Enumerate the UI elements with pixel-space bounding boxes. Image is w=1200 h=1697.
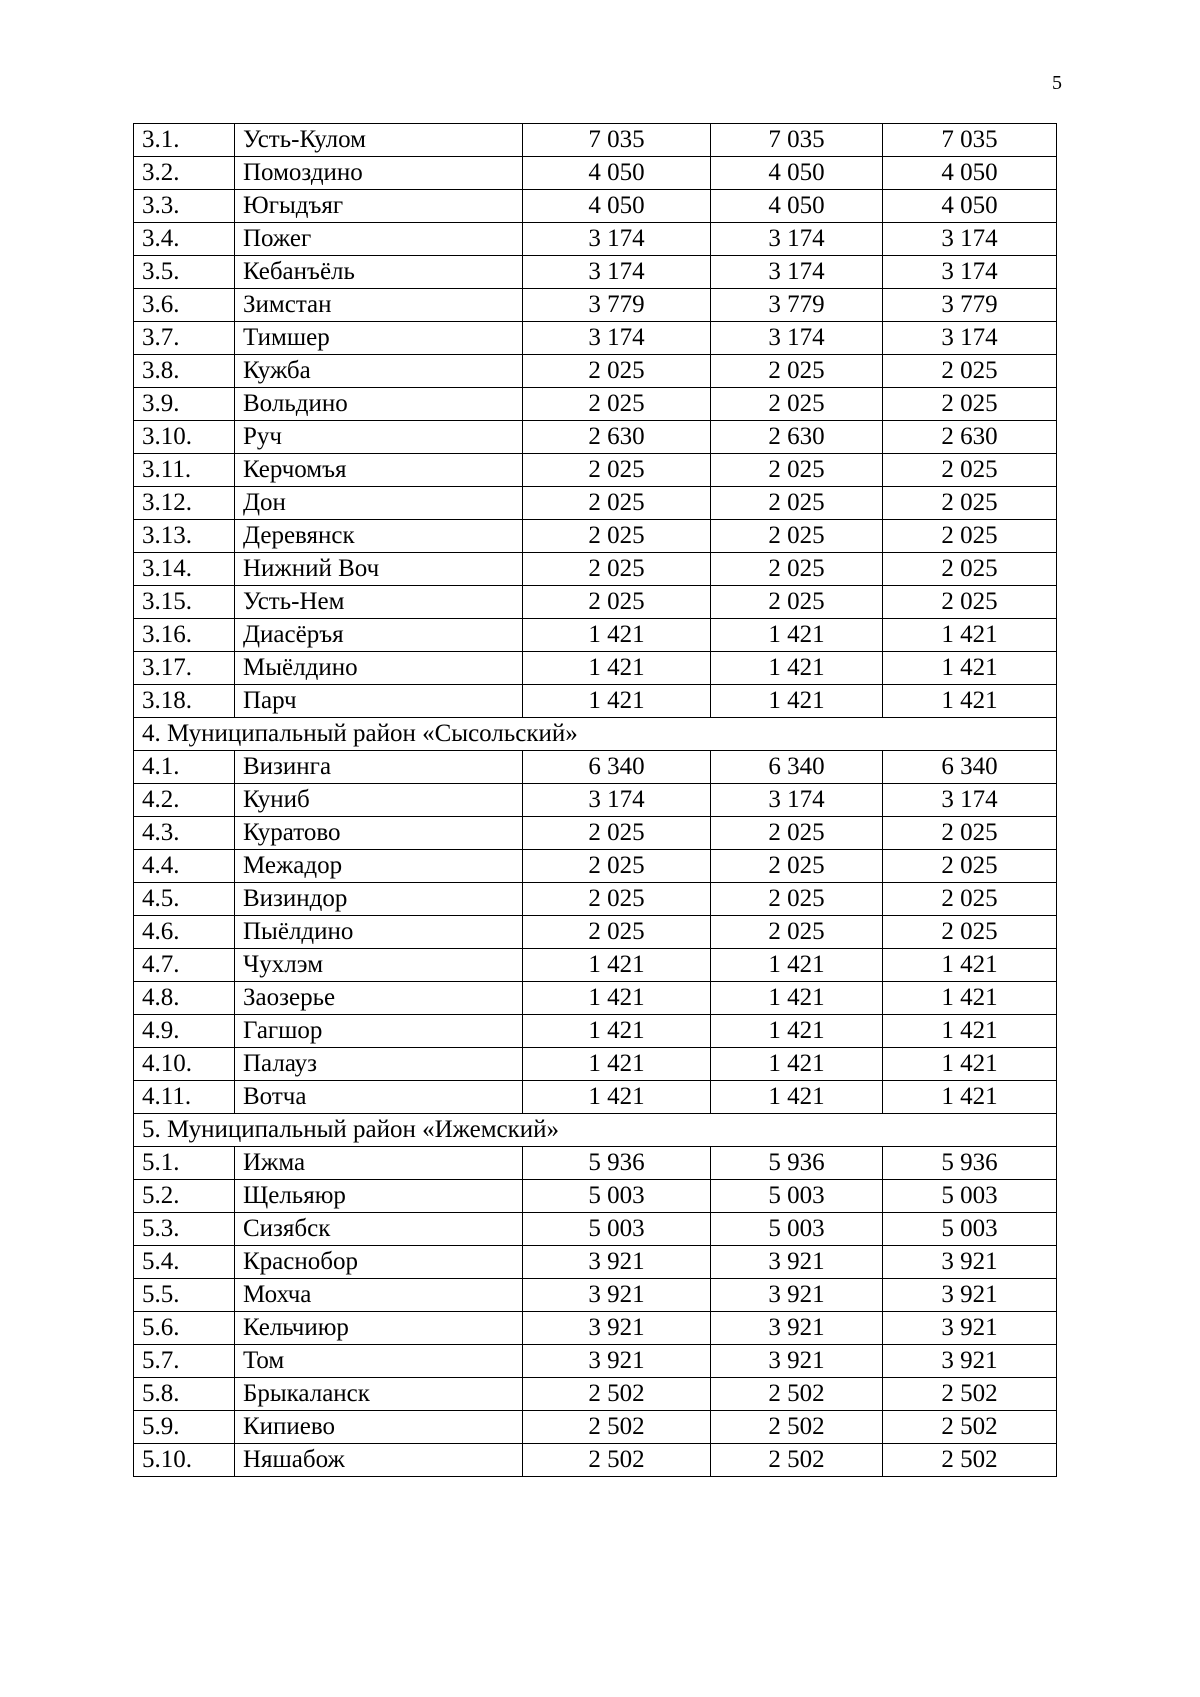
settlement-name: Усть-Нем <box>235 586 523 619</box>
row-number: 4.10. <box>134 1048 235 1081</box>
value-col-1: 4 050 <box>523 190 711 223</box>
settlement-name: Палауз <box>235 1048 523 1081</box>
value-col-2: 2 502 <box>711 1378 883 1411</box>
settlement-name: Краснобор <box>235 1246 523 1279</box>
table-row <box>134 553 1057 586</box>
row-number: 3.18. <box>134 685 235 718</box>
settlement-name: Визинга <box>235 751 523 784</box>
value-col-1: 2 025 <box>523 520 711 553</box>
table-row <box>134 1147 1057 1180</box>
settlement-name: Визиндор <box>235 883 523 916</box>
row-number: 5.1. <box>134 1147 235 1180</box>
value-col-2: 2 025 <box>711 817 883 850</box>
row-number: 3.9. <box>134 388 235 421</box>
value-col-2: 3 174 <box>711 784 883 817</box>
value-col-1: 6 340 <box>523 751 711 784</box>
settlement-name: Сизябск <box>235 1213 523 1246</box>
table-row <box>134 619 1057 652</box>
settlement-name: Югыдъяг <box>235 190 523 223</box>
value-col-3: 2 025 <box>883 916 1057 949</box>
value-col-2: 6 340 <box>711 751 883 784</box>
value-col-1: 2 025 <box>523 883 711 916</box>
table-row <box>134 256 1057 289</box>
value-col-2: 2 502 <box>711 1444 883 1477</box>
value-col-2: 1 421 <box>711 1081 883 1114</box>
value-col-1: 1 421 <box>523 652 711 685</box>
value-col-1: 2 025 <box>523 355 711 388</box>
settlement-name: Керчомъя <box>235 454 523 487</box>
table-row <box>134 1279 1057 1312</box>
value-col-3: 4 050 <box>883 157 1057 190</box>
settlement-name: Вольдино <box>235 388 523 421</box>
value-col-3: 3 174 <box>883 256 1057 289</box>
settlement-name: Ижма <box>235 1147 523 1180</box>
value-col-2: 3 921 <box>711 1279 883 1312</box>
settlements-table <box>133 123 1057 1477</box>
row-number: 5.2. <box>134 1180 235 1213</box>
value-col-1: 2 025 <box>523 817 711 850</box>
row-number: 3.6. <box>134 289 235 322</box>
table-row <box>134 883 1057 916</box>
row-number: 3.4. <box>134 223 235 256</box>
table-row <box>134 652 1057 685</box>
value-col-3: 5 003 <box>883 1213 1057 1246</box>
value-col-3: 2 025 <box>883 883 1057 916</box>
value-col-3: 5 003 <box>883 1180 1057 1213</box>
row-number: 4.4. <box>134 850 235 883</box>
value-col-3: 3 174 <box>883 322 1057 355</box>
table-row <box>134 454 1057 487</box>
value-col-3: 2 025 <box>883 355 1057 388</box>
value-col-1: 2 025 <box>523 586 711 619</box>
settlement-name: Няшабож <box>235 1444 523 1477</box>
value-col-2: 5 936 <box>711 1147 883 1180</box>
value-col-3: 3 779 <box>883 289 1057 322</box>
table-row <box>134 817 1057 850</box>
value-col-1: 3 921 <box>523 1279 711 1312</box>
value-col-2: 3 174 <box>711 223 883 256</box>
row-number: 4.5. <box>134 883 235 916</box>
row-number: 4.6. <box>134 916 235 949</box>
value-col-3: 2 025 <box>883 586 1057 619</box>
table-row <box>134 520 1057 553</box>
settlement-name: Усть-Кулом <box>235 124 523 157</box>
settlement-name: Чухлэм <box>235 949 523 982</box>
value-col-2: 2 025 <box>711 487 883 520</box>
value-col-1: 1 421 <box>523 1048 711 1081</box>
value-col-1: 1 421 <box>523 1015 711 1048</box>
table-row <box>134 124 1057 157</box>
value-col-1: 3 174 <box>523 784 711 817</box>
section-header-row <box>134 1114 1057 1147</box>
settlement-name: Кельчиюр <box>235 1312 523 1345</box>
value-col-2: 3 921 <box>711 1345 883 1378</box>
value-col-3: 7 035 <box>883 124 1057 157</box>
row-number: 3.14. <box>134 553 235 586</box>
row-number: 3.16. <box>134 619 235 652</box>
row-number: 3.5. <box>134 256 235 289</box>
value-col-1: 1 421 <box>523 619 711 652</box>
value-col-1: 5 936 <box>523 1147 711 1180</box>
row-number: 5.9. <box>134 1411 235 1444</box>
table-row <box>134 586 1057 619</box>
value-col-2: 2 025 <box>711 850 883 883</box>
value-col-1: 2 502 <box>523 1444 711 1477</box>
table-row <box>134 1411 1057 1444</box>
row-number: 5.8. <box>134 1378 235 1411</box>
row-number: 3.13. <box>134 520 235 553</box>
table-row <box>134 289 1057 322</box>
value-col-3: 2 502 <box>883 1411 1057 1444</box>
settlement-name: Зимстан <box>235 289 523 322</box>
value-col-1: 3 921 <box>523 1345 711 1378</box>
table-row <box>134 1378 1057 1411</box>
table-row <box>134 949 1057 982</box>
value-col-2: 1 421 <box>711 652 883 685</box>
value-col-1: 3 174 <box>523 223 711 256</box>
value-col-2: 2 025 <box>711 355 883 388</box>
value-col-1: 7 035 <box>523 124 711 157</box>
row-number: 3.7. <box>134 322 235 355</box>
value-col-1: 2 502 <box>523 1378 711 1411</box>
row-number: 4.7. <box>134 949 235 982</box>
value-col-3: 2 502 <box>883 1444 1057 1477</box>
table-row <box>134 487 1057 520</box>
row-number: 3.10. <box>134 421 235 454</box>
table-row <box>134 850 1057 883</box>
value-col-3: 2 025 <box>883 454 1057 487</box>
value-col-2: 1 421 <box>711 1015 883 1048</box>
row-number: 5.3. <box>134 1213 235 1246</box>
value-col-3: 2 025 <box>883 553 1057 586</box>
row-number: 3.3. <box>134 190 235 223</box>
section-header-row <box>134 718 1057 751</box>
row-number: 3.8. <box>134 355 235 388</box>
value-col-2: 2 025 <box>711 520 883 553</box>
settlement-name: Мыёлдино <box>235 652 523 685</box>
settlement-name: Брыкаланск <box>235 1378 523 1411</box>
value-col-3: 2 502 <box>883 1378 1057 1411</box>
value-col-1: 3 921 <box>523 1246 711 1279</box>
table-row <box>134 223 1057 256</box>
settlement-name: Том <box>235 1345 523 1378</box>
value-col-1: 3 174 <box>523 322 711 355</box>
value-col-1: 3 174 <box>523 256 711 289</box>
settlement-name: Деревянск <box>235 520 523 553</box>
settlement-name: Заозерье <box>235 982 523 1015</box>
settlement-name: Вотча <box>235 1081 523 1114</box>
value-col-2: 2 025 <box>711 454 883 487</box>
settlement-name: Дон <box>235 487 523 520</box>
value-col-2: 3 921 <box>711 1312 883 1345</box>
value-col-3: 1 421 <box>883 1048 1057 1081</box>
value-col-2: 2 025 <box>711 586 883 619</box>
value-col-1: 2 630 <box>523 421 711 454</box>
value-col-1: 3 779 <box>523 289 711 322</box>
table-row <box>134 1246 1057 1279</box>
value-col-2: 5 003 <box>711 1180 883 1213</box>
settlement-name: Кипиево <box>235 1411 523 1444</box>
table-row <box>134 916 1057 949</box>
value-col-2: 2 025 <box>711 883 883 916</box>
table-row <box>134 751 1057 784</box>
value-col-2: 1 421 <box>711 982 883 1015</box>
value-col-3: 1 421 <box>883 1015 1057 1048</box>
settlement-name: Руч <box>235 421 523 454</box>
settlement-name: Парч <box>235 685 523 718</box>
value-col-2: 2 630 <box>711 421 883 454</box>
settlement-name: Куниб <box>235 784 523 817</box>
table-row <box>134 1048 1057 1081</box>
value-col-3: 3 921 <box>883 1279 1057 1312</box>
table-body <box>134 124 1057 1477</box>
settlement-name: Гагшор <box>235 1015 523 1048</box>
value-col-1: 3 921 <box>523 1312 711 1345</box>
value-col-2: 4 050 <box>711 157 883 190</box>
value-col-3: 2 025 <box>883 817 1057 850</box>
settlement-name: Кебанъёль <box>235 256 523 289</box>
settlement-name: Пожег <box>235 223 523 256</box>
settlement-name: Нижний Воч <box>235 553 523 586</box>
settlement-name: Куратово <box>235 817 523 850</box>
value-col-2: 7 035 <box>711 124 883 157</box>
value-col-3: 1 421 <box>883 652 1057 685</box>
value-col-1: 1 421 <box>523 949 711 982</box>
settlement-name: Помоздино <box>235 157 523 190</box>
row-number: 3.2. <box>134 157 235 190</box>
row-number: 4.1. <box>134 751 235 784</box>
settlement-name: Диасёръя <box>235 619 523 652</box>
row-number: 5.5. <box>134 1279 235 1312</box>
settlement-name: Щельяюр <box>235 1180 523 1213</box>
settlement-name: Пыёлдино <box>235 916 523 949</box>
row-number: 4.8. <box>134 982 235 1015</box>
row-number: 4.9. <box>134 1015 235 1048</box>
row-number: 5.6. <box>134 1312 235 1345</box>
value-col-1: 2 025 <box>523 388 711 421</box>
value-col-2: 5 003 <box>711 1213 883 1246</box>
table-row <box>134 1312 1057 1345</box>
value-col-2: 3 921 <box>711 1246 883 1279</box>
table-row <box>134 685 1057 718</box>
value-col-2: 1 421 <box>711 1048 883 1081</box>
value-col-3: 1 421 <box>883 1081 1057 1114</box>
value-col-1: 4 050 <box>523 157 711 190</box>
value-col-3: 3 921 <box>883 1312 1057 1345</box>
value-col-2: 3 174 <box>711 322 883 355</box>
value-col-2: 1 421 <box>711 949 883 982</box>
value-col-3: 2 025 <box>883 487 1057 520</box>
row-number: 3.11. <box>134 454 235 487</box>
settlement-name: Тимшер <box>235 322 523 355</box>
table-row <box>134 1015 1057 1048</box>
value-col-3: 1 421 <box>883 685 1057 718</box>
settlement-name: Мохча <box>235 1279 523 1312</box>
value-col-3: 5 936 <box>883 1147 1057 1180</box>
value-col-1: 5 003 <box>523 1213 711 1246</box>
settlement-name: Кужба <box>235 355 523 388</box>
section-title: 5. Муниципальный район «Ижемский» <box>134 1114 1057 1147</box>
page-number: 5 <box>1052 72 1062 94</box>
value-col-2: 2 025 <box>711 916 883 949</box>
value-col-3: 6 340 <box>883 751 1057 784</box>
table-row <box>134 1180 1057 1213</box>
table-row <box>134 190 1057 223</box>
value-col-1: 2 025 <box>523 553 711 586</box>
value-col-3: 3 174 <box>883 223 1057 256</box>
value-col-1: 2 025 <box>523 916 711 949</box>
value-col-2: 4 050 <box>711 190 883 223</box>
table-row <box>134 157 1057 190</box>
row-number: 4.2. <box>134 784 235 817</box>
table-row <box>134 784 1057 817</box>
row-number: 5.4. <box>134 1246 235 1279</box>
value-col-3: 1 421 <box>883 982 1057 1015</box>
table-row <box>134 982 1057 1015</box>
value-col-2: 1 421 <box>711 619 883 652</box>
value-col-2: 2 502 <box>711 1411 883 1444</box>
row-number: 5.7. <box>134 1345 235 1378</box>
value-col-1: 2 502 <box>523 1411 711 1444</box>
row-number: 3.17. <box>134 652 235 685</box>
value-col-1: 2 025 <box>523 487 711 520</box>
value-col-1: 2 025 <box>523 454 711 487</box>
table-row <box>134 421 1057 454</box>
value-col-2: 3 779 <box>711 289 883 322</box>
settlement-name: Межадор <box>235 850 523 883</box>
value-col-2: 2 025 <box>711 388 883 421</box>
value-col-3: 2 630 <box>883 421 1057 454</box>
section-title: 4. Муниципальный район «Сысольский» <box>134 718 1057 751</box>
value-col-3: 2 025 <box>883 520 1057 553</box>
value-col-1: 1 421 <box>523 1081 711 1114</box>
table-row <box>134 322 1057 355</box>
row-number: 4.3. <box>134 817 235 850</box>
table-row <box>134 1213 1057 1246</box>
value-col-3: 2 025 <box>883 388 1057 421</box>
value-col-1: 1 421 <box>523 982 711 1015</box>
table-row <box>134 1444 1057 1477</box>
value-col-3: 3 921 <box>883 1246 1057 1279</box>
value-col-2: 3 174 <box>711 256 883 289</box>
table-row <box>134 1081 1057 1114</box>
value-col-3: 3 921 <box>883 1345 1057 1378</box>
value-col-3: 2 025 <box>883 850 1057 883</box>
row-number: 4.11. <box>134 1081 235 1114</box>
table-row <box>134 355 1057 388</box>
row-number: 3.12. <box>134 487 235 520</box>
value-col-3: 3 174 <box>883 784 1057 817</box>
row-number: 5.10. <box>134 1444 235 1477</box>
value-col-2: 2 025 <box>711 553 883 586</box>
table-row <box>134 388 1057 421</box>
value-col-1: 5 003 <box>523 1180 711 1213</box>
value-col-3: 4 050 <box>883 190 1057 223</box>
row-number: 3.1. <box>134 124 235 157</box>
value-col-3: 1 421 <box>883 619 1057 652</box>
value-col-1: 1 421 <box>523 685 711 718</box>
table-row <box>134 1345 1057 1378</box>
value-col-2: 1 421 <box>711 685 883 718</box>
value-col-3: 1 421 <box>883 949 1057 982</box>
value-col-1: 2 025 <box>523 850 711 883</box>
row-number: 3.15. <box>134 586 235 619</box>
